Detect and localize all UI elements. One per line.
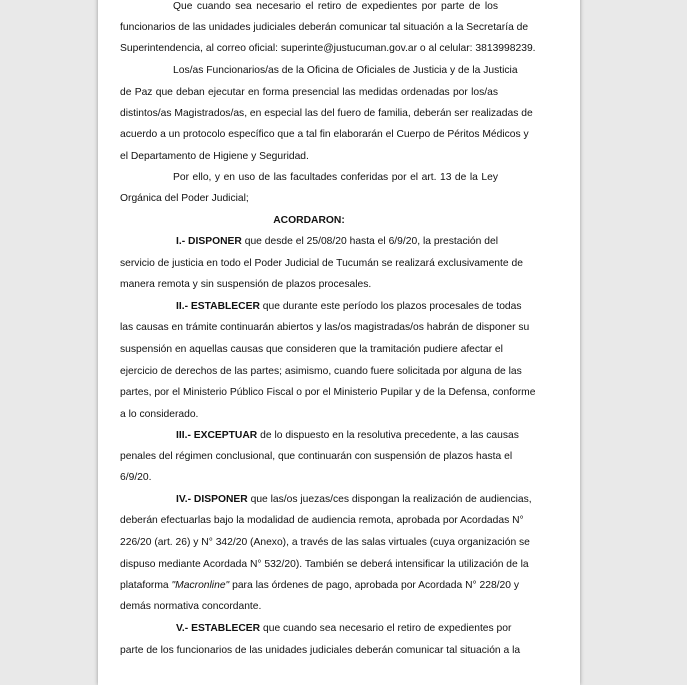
text-span: que desde el 25/08/20 hasta el 6/9/20, la prestación del <box>244 236 498 247</box>
text-line: Los/as Funcionarios/as de la Oficina de Oficiales de Justicia y de la Justicia <box>173 65 518 76</box>
text-line <box>176 493 532 507</box>
text-line: deberán efectuarlas bajo la modalidad de audiencia remota, aprobada por Acordadas N° <box>120 515 524 526</box>
text-line: acuerdo a un protocolo específico que a tal fin elaborarán el Cuerpo de Péritos Médicos y <box>120 129 529 140</box>
text-line: 226/20 (art. 26) y N° 342/20 (Anexo), a través de las salas virtuales (cuya organización se <box>120 537 530 548</box>
platform-name: "Macronline" <box>171 580 230 591</box>
text-line: suspensión en aquellas causas que consideren que la tramitación pudiere afectar el <box>120 344 503 355</box>
text-span: plataforma <box>120 580 169 591</box>
text-line: a lo considerado. <box>120 409 199 420</box>
text-line: manera remota y sin suspensión de plazos procesales. <box>120 279 372 290</box>
text-line: servicio de justicia en todo el Poder Judicial de Tucumán se realizará exclusivamente de <box>120 258 523 269</box>
text-span: que durante este período los plazos procesales de todas <box>262 301 522 312</box>
text-line <box>120 579 520 593</box>
text-line: demás normativa concordante. <box>120 601 262 612</box>
text-line: Superintendencia, al correo oficial: superinte@justucuman.gov.ar o al celular: 3813998239. <box>120 43 536 54</box>
text-line <box>176 622 512 636</box>
text-line: Por ello, y en uso de las facultades conferidas por el art. 13 de la Ley <box>173 172 498 183</box>
text-line: Que cuando sea necesario el retiro de expedientes por parte de los <box>173 1 498 12</box>
text-line: penales del régimen conclusional, que continuarán con suspensión de plazos hasta el <box>120 451 513 462</box>
text-line: 6/9/20. <box>120 472 152 483</box>
resolution-lead: I.- DISPONER <box>176 236 242 247</box>
text-line: ejercicio de derechos de las partes; asimismo, cuando fuere solicitada por alguna de las <box>120 366 522 377</box>
document-page <box>98 0 580 685</box>
text-line: las causas en trámite continuarán abiertos y las/os magistradas/os habrán de disponer su <box>120 322 530 333</box>
text-span: para las órdenes de pago, aprobada por Acordada N° 228/20 y <box>232 580 520 591</box>
text-line: Orgánica del Poder Judicial; <box>120 193 249 204</box>
text-line <box>176 235 498 249</box>
text-span: que las/os juezas/ces dispongan la realización de audiencias, <box>250 494 532 505</box>
text-span: de lo dispuesto en la resolutiva precedente, a las causas <box>260 430 519 441</box>
text-line: distintos/as Magistrados/as, en especial las del fuero de familia, deberán ser realizadas de <box>120 108 533 119</box>
text-line: el Departamento de Higiene y Seguridad. <box>120 151 309 162</box>
resolution-lead: III.- EXCEPTUAR <box>176 430 258 441</box>
text-line <box>176 429 519 443</box>
section-heading: ACORDARON: <box>273 215 345 226</box>
text-line: parte de los funcionarios de las unidades judiciales deberán comunicar tal situación a la <box>120 645 521 656</box>
resolution-lead: IV.- DISPONER <box>176 494 248 505</box>
text-line: funcionarios de las unidades judiciales deberán comunicar tal situación a la Secretaría de <box>120 22 529 33</box>
text-line: de Paz que deban ejecutar en forma presencial las medidas ordenadas por los/as <box>120 87 498 98</box>
text-line: dispuso mediante Acordada N° 532/20). También se deberá intensificar la utilización de la <box>120 559 529 570</box>
resolution-lead: V.- ESTABLECER <box>176 623 261 634</box>
text-line <box>176 300 522 314</box>
text-span: que cuando sea necesario el retiro de expedientes por <box>262 623 512 634</box>
text-line: partes, por el Ministerio Público Fiscal o por el Ministerio Pupilar y de la Defensa, conforme <box>120 387 536 398</box>
resolution-lead: II.- ESTABLECER <box>176 301 260 312</box>
